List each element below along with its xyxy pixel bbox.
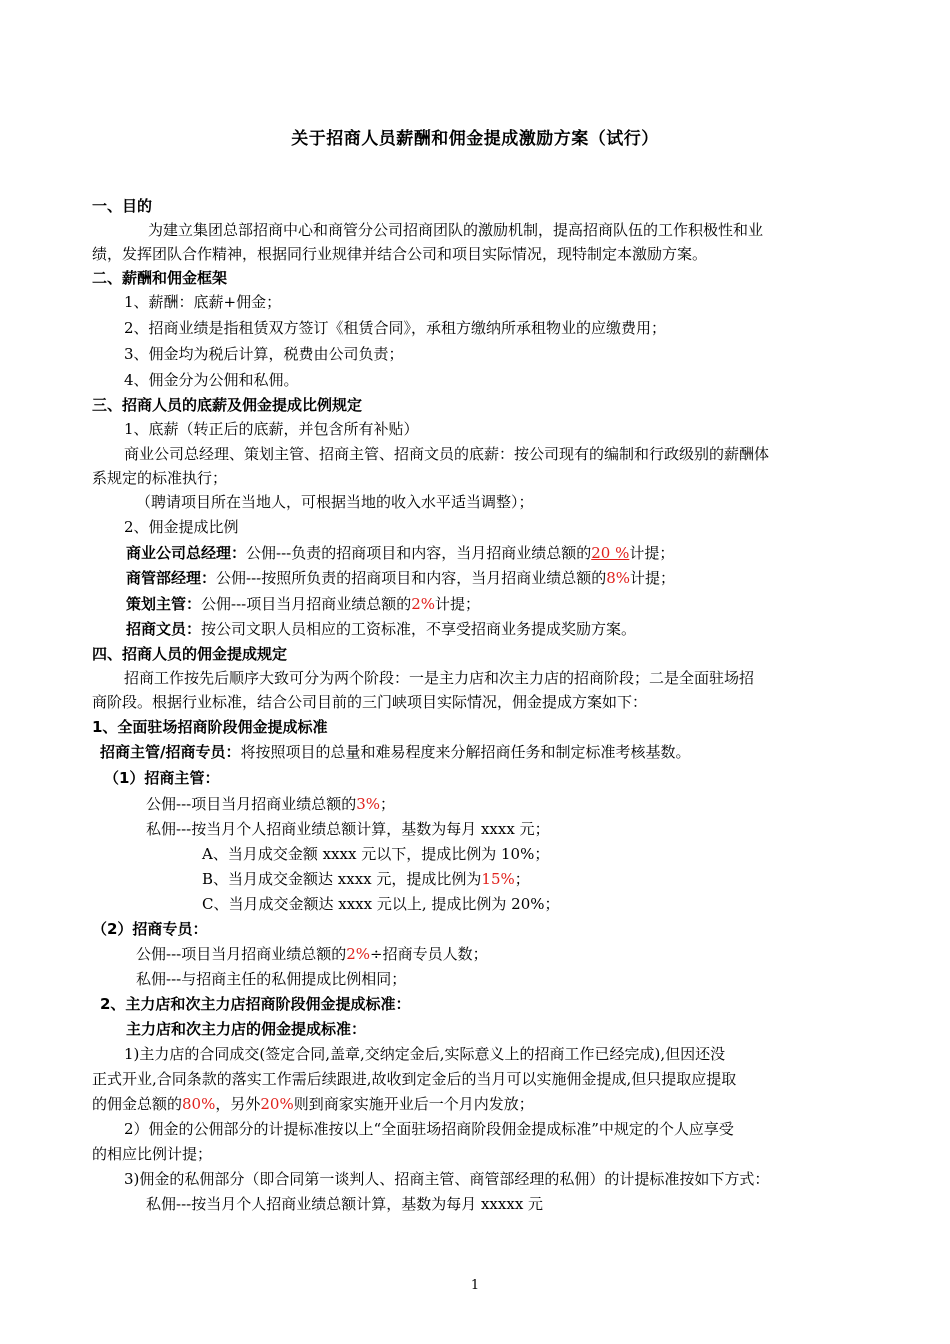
p1-line3 [92, 1092, 534, 1116]
clerk-commission-line [126, 617, 636, 641]
document-title: 关于招商人员薪酬和佣金提成激励方案（试行） [291, 129, 659, 149]
supervisor-public-line [146, 792, 395, 816]
p1-line2: 正式开业,合同条款的落实工作需后续跟进,故收到定金后的当月可以实施佣金提成,但只提取应提取 [92, 1070, 737, 1088]
tier-b-text: B、当月成交金额达 xxxx 元，提成比例为 [202, 870, 482, 888]
specialist-heading: （2）招商专员： [92, 920, 208, 938]
staff-text: 将按照项目的总量和难易程度来分解招商任务和制定标准考核基数。 [240, 743, 691, 761]
specialist-public-line [136, 942, 488, 966]
mgr-commission-line [126, 566, 675, 590]
section1-para-line1: 为建立集团总部招商中心和商管分公司招商团队的激励机制，提高招商队伍的工作积极性和业 [148, 221, 764, 239]
gm-text: 公佣---负责的招商项目和内容，当月招商业绩总额的 [246, 544, 592, 562]
spec-public-rate: 2% [346, 945, 371, 963]
sup-public-text: 公佣---项目当月招商业绩总额的 [146, 795, 357, 813]
section3-para-line2: 系规定的标准执行； [92, 469, 228, 487]
staff-line [100, 740, 691, 764]
section4-para-line1: 招商工作按先后顺序大致可分为两个阶段：一是主力店和次主力店的招商阶段；二是全面驻场招 [124, 669, 755, 687]
gm-label: 商业公司总经理： [126, 544, 247, 562]
mgr-tail: 计提； [630, 569, 676, 587]
gm-tail: 计提； [629, 544, 675, 562]
supervisor-private-line: 私佣---按当月个人招商业绩总额计算，基数为每月 xxxx 元； [146, 820, 550, 838]
sup-public-tail: ； [380, 795, 396, 813]
section3-para-line1: 商业公司总经理、策划主管、招商主管、招商文员的底薪：按公司现有的编制和行政级别的薪酬体 [124, 445, 770, 463]
section4-sub2-title: 主力店和次主力店的佣金提成标准： [126, 1020, 367, 1038]
sup-public-rate: 3% [356, 795, 381, 813]
staff-label: 招商主管/招商专员： [100, 743, 241, 761]
p1-line1: 1)主力店的合同成交(签定合同,盖章,交纳定金后,实际意义上的招商工作已经完成),但因还没 [124, 1045, 726, 1063]
section3-sub2: 2、佣金提成比例 [124, 518, 239, 536]
p3-line2: 私佣---按当月个人招商业绩总额计算，基数为每月 xxxxx 元 [146, 1195, 544, 1213]
plan-rate: 2% [411, 595, 436, 613]
section1-heading: 一、目的 [92, 197, 153, 215]
p2-line2: 的相应比例计提； [92, 1145, 213, 1163]
p1-rate2: 20% [260, 1095, 294, 1113]
p1-line3-a: 的佣金总额的 [92, 1095, 183, 1113]
section1-para-line2: 绩，发挥团队合作精神，根据同行业规律并结合公司和项目实际情况，现特制定本激励方案。 [92, 245, 708, 263]
section2-item-2: 2、招商业绩是指租赁双方签订《租赁合同》，承租方缴纳所承租物业的应缴费用； [124, 319, 667, 337]
section2-item-1: 1、薪酬：底薪+佣金； [124, 293, 282, 311]
gm-rate: 20 % [591, 544, 630, 562]
page-number: 1 [470, 1278, 480, 1293]
spec-public-tail: ÷招商专员人数； [370, 945, 488, 963]
plan-text: 公佣---项目当月招商业绩总额的 [201, 595, 412, 613]
clerk-label: 招商文员： [126, 620, 202, 638]
section4-sub2: 2、主力店和次主力店招商阶段佣金提成标准： [100, 995, 411, 1013]
p1-line3-b: ，另外 [215, 1095, 261, 1113]
gm-commission-line [126, 541, 674, 565]
plan-tail: 计提； [435, 595, 481, 613]
plan-label: 策划主管： [126, 595, 202, 613]
p1-rate1: 80% [182, 1095, 216, 1113]
mgr-rate: 8% [606, 569, 631, 587]
section4-sub1: 1、全面驻场招商阶段佣金提成标准 [92, 718, 328, 736]
specialist-private-line: 私佣---与招商主任的私佣提成比例相同； [136, 970, 407, 988]
p3-line1: 3)佣金的私佣部分（即合同第一谈判人、招商主管、商管部经理的私佣）的计提标准按如下方式： [124, 1170, 770, 1188]
section4-para-line2: 商阶段。根据行业标准，结合公司目前的三门峡项目实际情况，佣金提成方案如下： [92, 693, 648, 711]
tier-b-tail: ； [514, 870, 530, 888]
clerk-text: 按公司文职人员相应的工资标准，不享受招商业务提成奖励方案。 [201, 620, 637, 638]
tier-a: A、当月成交金额 xxxx 元以下，提成比例为 10%； [202, 845, 550, 863]
tier-b-rate: 15% [481, 870, 515, 888]
mgr-label: 商管部经理： [126, 569, 217, 587]
p2-line1: 2）佣金的公佣部分的计提标准按以上“全面驻场招商阶段佣金提成标准”中规定的个人应享受 [124, 1120, 734, 1138]
tier-c: C、当月成交金额达 xxxx 元以上, 提成比例为 20%； [202, 895, 560, 913]
section3-sub1: 1、底薪（转正后的底薪，并包含所有补贴） [124, 420, 419, 438]
spec-public-text: 公佣---项目当月招商业绩总额的 [136, 945, 347, 963]
p1-line3-c: 则到商家实施开业后一个月内发放； [293, 1095, 534, 1113]
mgr-text: 公佣---按照所负责的招商项目和内容，当月招商业绩总额的 [216, 569, 607, 587]
section2-heading: 二、薪酬和佣金框架 [92, 269, 228, 287]
section3-heading: 三、招商人员的底薪及佣金提成比例规定 [92, 396, 363, 414]
section3-note: （聘请项目所在当地人，可根据当地的收入水平适当调整）； [136, 493, 534, 511]
section4-heading: 四、招商人员的佣金提成规定 [92, 645, 288, 663]
tier-b-line [202, 867, 530, 891]
section2-item-3: 3、佣金均为税后计算，税费由公司负责； [124, 345, 404, 363]
supervisor-heading: （1）招商主管： [104, 769, 220, 787]
plan-commission-line [126, 592, 480, 616]
section2-item-4: 4、佣金分为公佣和私佣。 [124, 371, 299, 389]
